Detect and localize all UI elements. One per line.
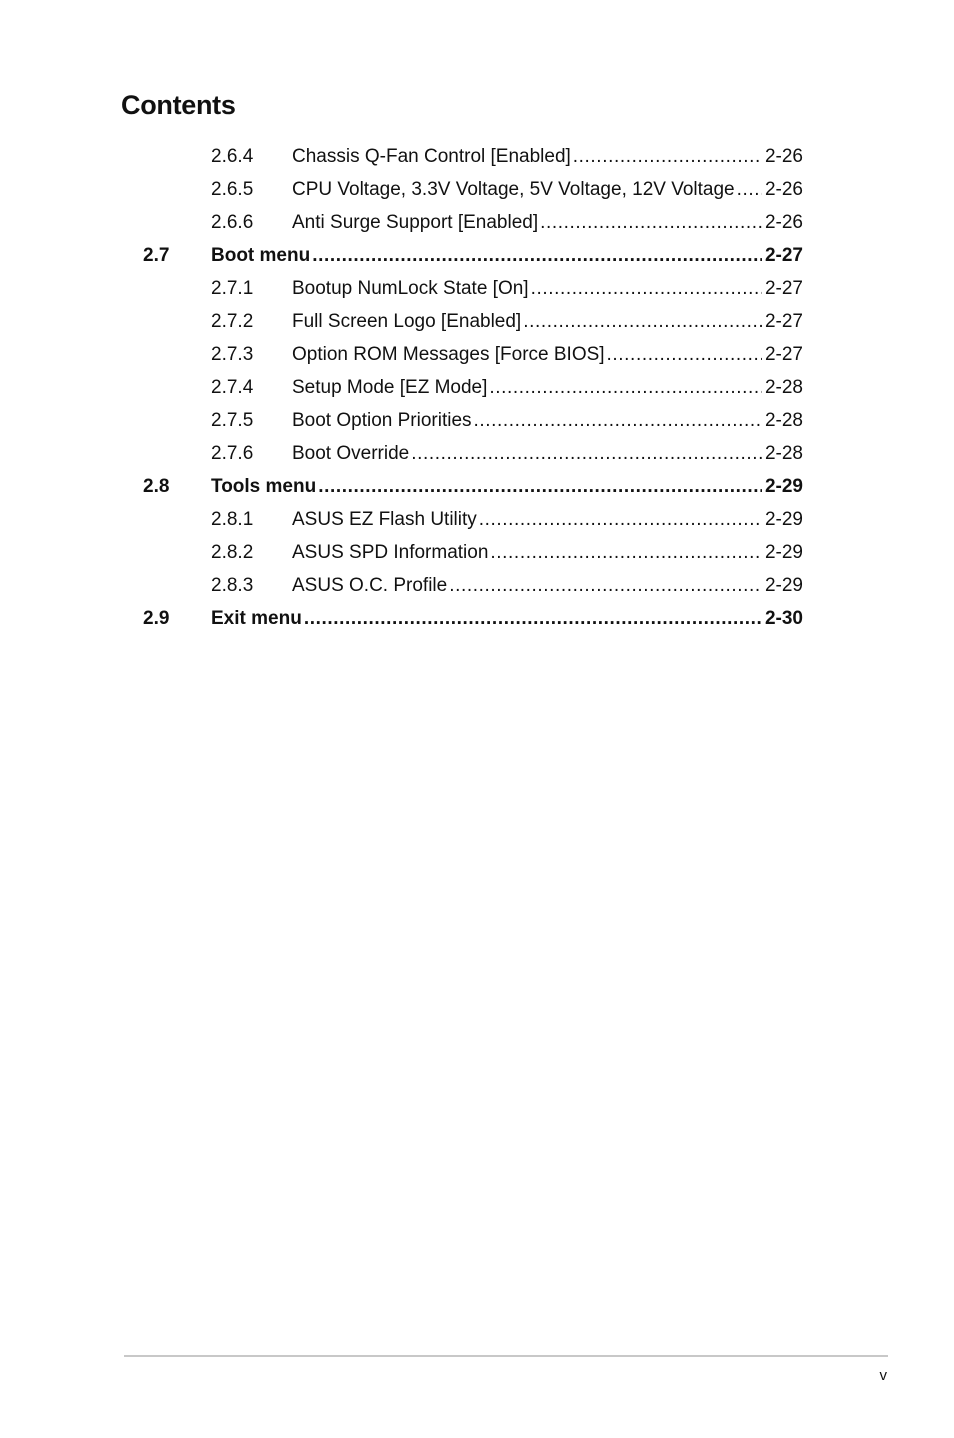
toc-entry-number: 2.7.2 (211, 311, 254, 332)
toc-entry-title: Chassis Q-Fan Control [Enabled] (292, 146, 571, 167)
toc-entry[interactable] (0, 503, 954, 536)
toc-entry-page: 2-26 (764, 212, 803, 233)
toc-entry-page: 2-30 (764, 608, 803, 629)
footer-divider (124, 1355, 888, 1357)
toc-entry-page: 2-29 (764, 509, 803, 530)
toc-entry-title: Tools menu (211, 476, 317, 497)
dot-leader (411, 437, 762, 470)
toc-entry-page: 2-29 (764, 476, 803, 497)
dot-leader (474, 404, 762, 437)
toc-entry[interactable] (0, 206, 954, 239)
toc-section-entry[interactable] (0, 470, 954, 503)
toc-entry-page: 2-26 (764, 179, 803, 200)
dot-leader (312, 239, 762, 272)
page-title: Contents (121, 90, 236, 120)
toc-entry-number: 2.6.4 (211, 146, 254, 167)
dot-leader (490, 536, 762, 569)
toc-entry-title: Option ROM Messages [Force BIOS] (292, 344, 605, 365)
toc-entry[interactable] (0, 140, 954, 173)
toc-entry-title: Boot Option Priorities (292, 410, 472, 431)
toc-entry-number: 2.7.1 (211, 278, 254, 299)
toc-entry-page: 2-27 (764, 311, 803, 332)
toc-entry[interactable] (0, 338, 954, 371)
toc-entry[interactable] (0, 272, 954, 305)
page-number: v (879, 1367, 887, 1384)
dot-leader (573, 140, 762, 173)
dot-leader (737, 173, 762, 206)
toc-entry[interactable] (0, 173, 954, 206)
toc-entry[interactable] (0, 536, 954, 569)
toc-entry-number: 2.9 (143, 608, 170, 629)
toc-entry-number: 2.7.3 (211, 344, 254, 365)
toc-entry-number: 2.7 (143, 245, 170, 266)
toc-entry[interactable] (0, 569, 954, 602)
toc-section-entry[interactable] (0, 602, 954, 635)
toc-entry-number: 2.6.5 (211, 179, 254, 200)
dot-leader (540, 206, 762, 239)
toc-section-entry[interactable] (0, 239, 954, 272)
toc-entry-title: ASUS O.C. Profile (292, 575, 448, 596)
dot-leader (449, 569, 762, 602)
toc-entry-number: 2.7.4 (211, 377, 254, 398)
dot-leader (531, 272, 762, 305)
toc-entry-title: Bootup NumLock State [On] (292, 278, 529, 299)
toc-entry-title: CPU Voltage, 3.3V Voltage, 5V Voltage, 12V Voltage (292, 179, 735, 200)
toc-entry-page: 2-28 (764, 443, 803, 464)
toc-entry-number: 2.8.1 (211, 509, 254, 530)
toc-entry[interactable] (0, 371, 954, 404)
toc-entry-title: ASUS EZ Flash Utility (292, 509, 477, 530)
toc-entry-page: 2-28 (764, 377, 803, 398)
toc-entry-page: 2-29 (764, 542, 803, 563)
toc-entry-title: Full Screen Logo [Enabled] (292, 311, 522, 332)
dot-leader (304, 602, 762, 635)
toc-entry-title: Boot menu (211, 245, 311, 266)
dot-leader (318, 470, 762, 503)
toc-entry-page: 2-26 (764, 146, 803, 167)
toc-entry[interactable] (0, 404, 954, 437)
toc-entry-page: 2-27 (764, 344, 803, 365)
dot-leader (479, 503, 762, 536)
toc-entry[interactable] (0, 305, 954, 338)
toc-entry-title: Boot Override (292, 443, 410, 464)
dot-leader (489, 371, 762, 404)
toc-entry-page: 2-28 (764, 410, 803, 431)
toc-entry-title: Exit menu (211, 608, 302, 629)
toc-entry-title: Anti Surge Support [Enabled] (292, 212, 539, 233)
dot-leader (523, 305, 762, 338)
toc-entry-number: 2.7.5 (211, 410, 254, 431)
toc-entry-number: 2.6.6 (211, 212, 254, 233)
dot-leader (607, 338, 762, 371)
toc-entry-number: 2.8.2 (211, 542, 254, 563)
toc-entry-title: Setup Mode [EZ Mode] (292, 377, 488, 398)
toc-entry[interactable] (0, 437, 954, 470)
toc-entry-page: 2-29 (764, 575, 803, 596)
toc-entry-page: 2-27 (764, 278, 803, 299)
toc-entry-number: 2.8 (143, 476, 170, 497)
toc-entry-number: 2.8.3 (211, 575, 254, 596)
toc-entry-title: ASUS SPD Information (292, 542, 489, 563)
toc-entry-number: 2.7.6 (211, 443, 254, 464)
toc-entry-page: 2-27 (764, 245, 803, 266)
